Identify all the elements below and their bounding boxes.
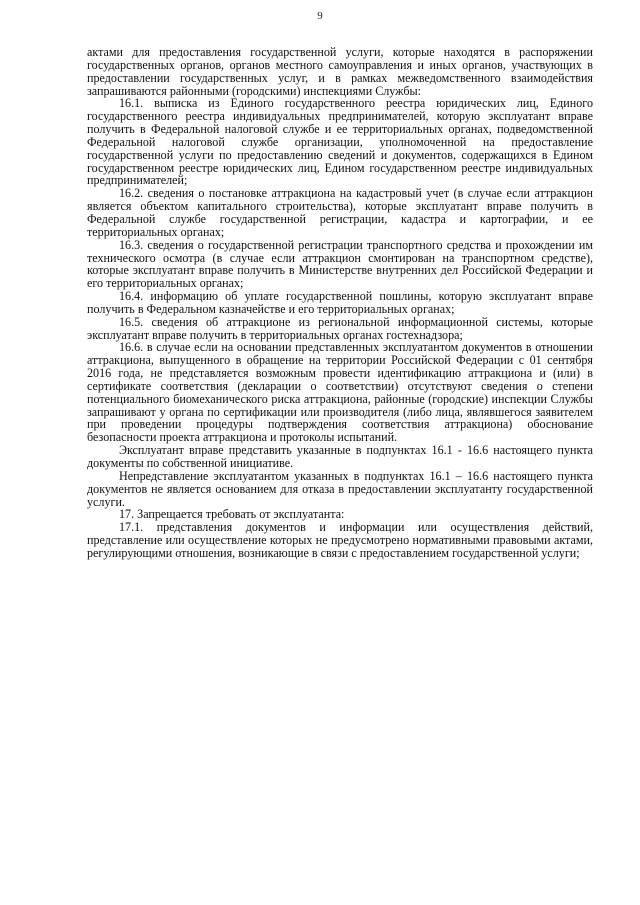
paragraph-16-5: 16.5. сведения об аттракционе из региональной информационной системы, которые эксплуатант вправе получить в территориальных органах гостехнадзора; [87,314,593,342]
paragraph-initiative: Эксплуатант вправе представить указанные в подпунктах 16.1 - 16.6 настоящего пункта документы по собственной инициативе. [87,443,593,470]
paragraph-non-submission: Непредставление эксплуатантом указанных в подпунктах 16.1 – 16.6 настоящего пункта документов не является основанием для отказа в предоставлении эксплуатанту государственной услуги. [87,468,593,509]
page-number: 9 [317,10,323,22]
paragraph-16-4: 16.4. информацию об уплате государственной пошлины, которую эксплуатант вправе получить в Федеральном казначействе и его территориальных органах; [87,289,593,316]
document-body [87,46,593,560]
paragraph-16-6: 16.6. в случае если на основании представленных эксплуатантом документов в отношении аттракциона, выпущенного в обращение на территории Российской Федерации с 01 сентября 2016 года, не представляется возможным провести идентификацию аттракциона и (или) в сертификате соответствия (декларации о соответствии) отсутствуют сведения о степени потенциального биомеханического риска аттракциона, районные (городские) инспекции Службы запрашивают у органа по сертификации или производителя (либо лица, являвшегося заявителем при проведении процедуры подтверждения соответствия аттракциона) обоснование безопасности проекта аттракциона и протоколы испытаний. [87,340,593,445]
paragraph-16-3: 16.3. сведения о государственной регистрации транспортного средства и прохождении им технического осмотра (в случае если аттракцион смонтирован на транспортном средстве), которые эксплуатант вправе получить в Министерстве внутренних дел Российской Федерации и его территориальных органах; [87,237,593,291]
paragraph-16-2: 16.2. сведения о постановке аттракциона на кадастровый учет (в случае если аттракцион является объектом капитального строительства), которые эксплуатант вправе получить в Федеральной службе государственной регистрации, кадастра и картографии, и ее территориальных органах; [87,186,593,239]
paragraph-17: 17. Запрещается требовать от эксплуатанта: [119,507,345,522]
paragraph-17-1: 17.1. представления документов и информации или осуществления действий, представление или осуществление которых не предусмотрено нормативными правовыми актами, регулирующими отношения, возникающие в связи с предоставлением государственной услуги; [87,520,593,560]
paragraph-intro: актами для предоставления государственной услуги, которые находятся в распоряжении государственных органов, органов местного самоуправления и иных органов, участвующих в предоставлении государственных услуг, и в рамках межведомственного взаимодействия запрашиваются районными (городскими) инспекциями Службы: [87,45,593,98]
paragraph-16-1: 16.1. выписка из Единого государственного реестра юридических лиц, Единого государственного реестра индивидуальных предпринимателей, которую эксплуатант вправе получить в Федеральной налоговой службе и ее территориальных органах, подведомственной Федеральной налоговой службе организации, уполномоченной на предоставление государственной услуги по предоставлению сведений и документов, содержащихся в Едином государственном реестре юридических лиц, Едином государственном реестре индивидуальных предпринимателей; [87,96,593,188]
